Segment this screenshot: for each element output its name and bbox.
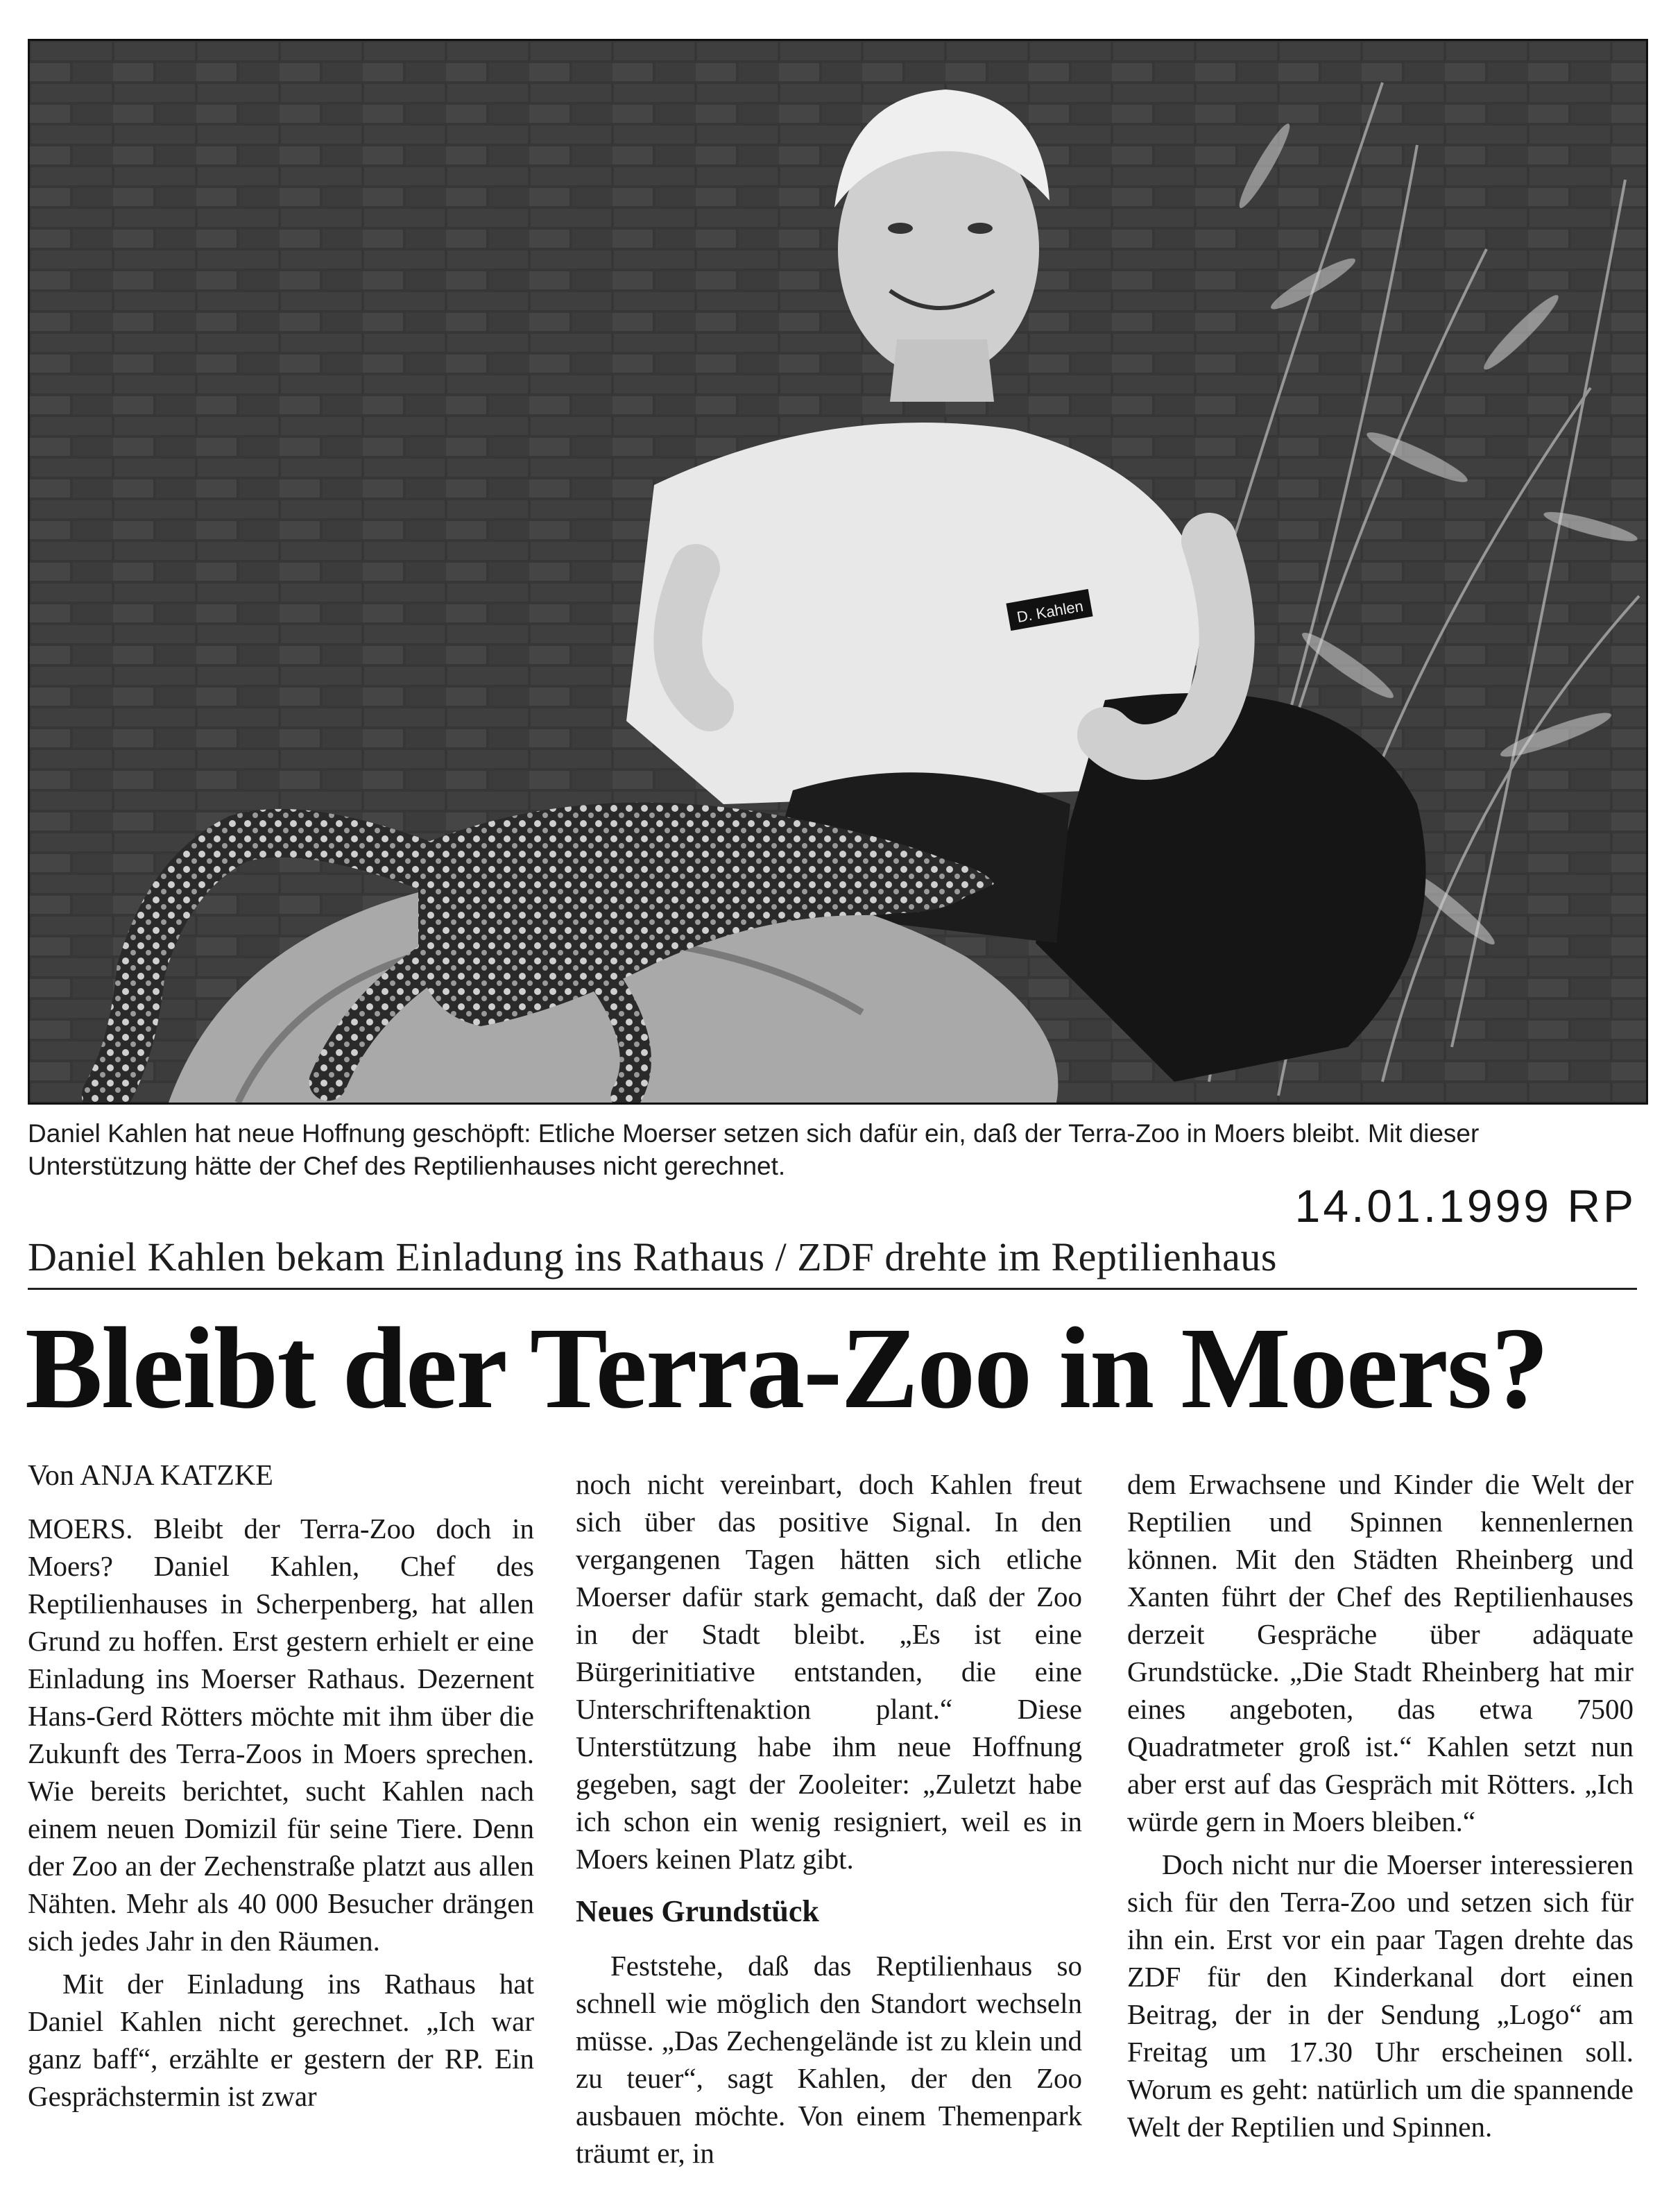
article-column-3 [1127, 1465, 1634, 2145]
dateline-stamp: 14.01.1999 RP [1294, 1180, 1636, 1232]
shirt-badge-text: D. Kahlen [1015, 597, 1085, 627]
article-column-2 [576, 1465, 1082, 2172]
article-column-1 [28, 1457, 534, 2115]
kicker-subtitle: Daniel Kahlen bekam Einladung ins Rathaus / ZDF drehte im Reptilienhaus [28, 1234, 1277, 1279]
subheading: Neues Grundstück [576, 1894, 819, 1928]
article-paragraph: noch nicht vereinbart, doch Kahlen freut sich über das positive Signal. In den vergangenen Tagen hätten sich etliche Moerser dafür stark gemacht, daß der Zoo in der Stadt bleibt. „Es ist eine Bürgerinitiative entstanden, die eine Unterschriftenaktion plant.“ Diese Unterstützung habe ihm neue Hoffnung gegeben, sagt der Zooleiter: „Zuletzt habe ich schon ein wenig resigniert, weil es in Moers keinen Platz gibt. [576, 1468, 1082, 1875]
photo-kahlen-with-monitor-lizard [30, 41, 1646, 1103]
divider-rule [28, 1288, 1637, 1290]
headline: Bleibt der Terra-Zoo in Moers? [25, 1304, 1548, 1433]
photo-caption: Daniel Kahlen hat neue Hoffnung geschöpft: Etliche Moerser setzen sich dafür ein, daß der Terra-Zoo in Moers bleibt. Mit dieser Unterstützung hätte der Chef des Reptilienhauses nicht gerechnet. [28, 1119, 1480, 1180]
article-paragraph: Doch nicht nur die Moerser interessieren sich für den Terra-Zoo und setzen sich für ihn ein. Erst vor ein paar Tagen drehte das ZDF für den Kinderkanal dort einen Beitrag, der in der Sendung „Logo“ am Freitag um 17.30 Uhr erscheinen soll. Worum es geht: natürlich um die spannende Welt der Reptilien und Spinnen. [1127, 1848, 1634, 2143]
article-paragraph: Mit der Einladung ins Rathaus hat Daniel Kahlen nicht gerechnet. „Ich war ganz baff“, erzählte er gestern der RP. Ein Gesprächstermin ist zwar [28, 1968, 534, 2112]
article-photo [28, 39, 1648, 1105]
article-paragraph: MOERS. Bleibt der Terra-Zoo doch in Moers? Daniel Kahlen, Chef des Reptilienhauses in Scherpenberg, hat allen Grund zu hoffen. Erst gestern erhielt er eine Einladung ins Moerser Rathaus. Dezernent Hans-Gerd Rötters möchte mit ihm über die Zukunft des Terra-Zoos in Moers sprechen. Wie bereits berichtet, sucht Kahlen nach einem neuen Domizil für seine Tiere. Denn der Zoo an der Zechenstraße platzt aus allen Nähten. Mehr als 40 000 Besucher drängen sich jedes Jahr in den Räumen. [28, 1513, 534, 1957]
article-paragraph: dem Erwachsene und Kinder die Welt der Reptilien und Spinnen kennenlernen können. Mit den Städten Rheinberg und Xanten führt der Chef des Reptilienhauses derzeit Gespräche über adäquate Grundstücke. „Die Stadt Rheinberg hat mir eines angeboten, das etwa 7500 Quadratmeter groß ist.“ Kahlen setzt nun aber erst auf das Gespräch mit Rötters. „Ich würde gern in Moers bleiben.“ [1127, 1468, 1634, 1837]
byline: Von ANJA KATZKE [28, 1460, 273, 1492]
article-paragraph: Feststehe, daß das Reptilienhaus so schnell wie möglich den Standort wechseln müsse. „Das Zechengelände ist zu klein und zu teuer“, sagt Kahlen, der den Zoo ausbauen möchte. Von einem Themenpark träumt er, in [576, 1950, 1082, 2169]
